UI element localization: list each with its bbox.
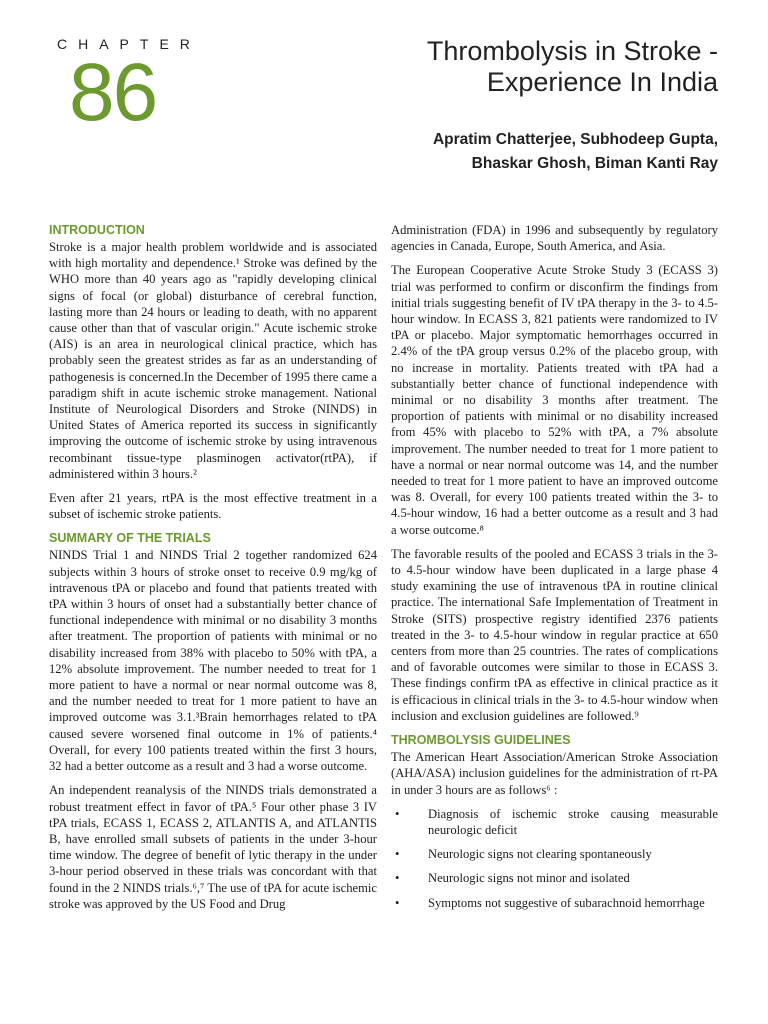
left-column	[49, 222, 377, 920]
introduction-paragraph-2: Even after 21 years, rtPA is the most effective treatment in a subset of ischemic stroke patients.	[49, 491, 377, 522]
bullet-icon: •	[395, 847, 400, 862]
thrombolysis-guidelines-heading: THROMBOLYSIS GUIDELINES	[391, 733, 571, 748]
list-item	[391, 895, 718, 911]
trials-paragraph-2: An independent reanalysis of the NINDS trials demonstrated a robust treatment effect in favor of tPA.⁵ Four other phase 3 IV tPA trials, ECASS 1, ECASS 2, ATLANTIS A, and ATLANTIS B, have enrolled small subsets of patients in the under 3-hour time window. The degree of benefit of lytic therapy in the under 3-hour period observed in these trials was concordant with that found in the 2 NINDS trials.⁶,⁷ The use of tPA for acute ischemic stroke was approved by the US Food and Drug	[49, 783, 377, 911]
list-item-text: Symptoms not suggestive of subarachnoid hemorrhage	[428, 895, 705, 910]
chapter-label: CHAPTER	[57, 36, 201, 52]
authors-line-1: Apratim Chatterjee, Subhodeep Gupta,	[432, 131, 718, 148]
list-item-text: Diagnosis of ischemic stroke causing measurable neurologic deficit	[428, 806, 718, 837]
authors	[298, 128, 718, 176]
bullet-icon: •	[395, 871, 400, 886]
trials-paragraph-1: NINDS Trial 1 and NINDS Trial 2 together randomized 624 subjects within 3 hours of stroke onset to receive 0.9 mg/kg of intravenous tPA or placebo and found that patients treated with tPA within 3 hours of onset had a substantially better chance of functional independence with minimal or no disability 3 months after treatment. The proportion of patients with minimal or no disability increased from 38% with placebo to 50% with tPA, a 12% absolute improvement. The number needed to treat for 1 more patient to have a normal or near normal outcome was 8, and the number needed to treat for 1 more patient to have an improved outcome was 3.1.³Brain hemorrhages related to tPA caused severe worsened final outcome in 1% of patients.⁴ Overall, for every 100 patients treated within the first 3 hours, 32 had a better outcome as a result and 3 had a worse outcome.	[49, 548, 377, 774]
ecass3-paragraph: The European Cooperative Acute Stroke Study 3 (ECASS 3) trial was performed to confirm or disconfirm the findings from initial trials suggesting benefit of IV tPA therapy in the 3- to 4.5-hour window. In ECASS 3, 821 patients were randomized to IV tPA or placebo. Major symptomatic hemorrhages occurred in 2.4% of the tPA group versus 0.2% of the placebo group, with no increase in mortality. Patients treated with tPA had a substantially better chance of functional independence with minimal or no disability 3 months after treatment. The proportion of patients with minimal or no disability increased from 45% with placebo to 52% with tPA, a 7% absolute improvement. The number needed to treat for 1 more patient to have a normal or near normal outcome was 14, and the number needed to treat for 1 more patient to have an improved outcome was 8. Overall, for every 100 patients treated within the 3- to 4.5-hour window, 16 had a better outcome as a result and 3 had a worse outcome.⁸	[391, 263, 718, 537]
list-item	[391, 870, 718, 886]
summary-of-trials-heading: SUMMARY OF THE TRIALS	[49, 531, 211, 546]
fda-paragraph: Administration (FDA) in 1996 and subsequently by regulatory agencies in Canada, Europe, South America, and Asia.	[391, 223, 718, 254]
introduction-paragraph-1: Stroke is a major health problem worldwide and is associated with high mortality and dependence.¹ Stroke was defined by the WHO more than 40 years ago as "rapidly developing clinical signs of focal (or global) disturbance of cerebral function, lasting more than 24 hours or leading to death, with no apparent cause other than that of vascular origin." Acute ischemic stroke (AIS) is an area in neurological clinical practice, which has probably seen the greatest strides as far as an understanding of pathogenesis is concerned.In the December of 1995 there came a paradigm shift in acute ischemic stroke management. National Institute of Neurological Disorders and Stroke (NINDS) in United States of America reported its success in significantly improving the outcome of ischemic stroke by using intravenous recombinant tissue-type plasminogen activator(rtPA), if administered within 3 hours.²	[49, 240, 377, 481]
introduction-heading: INTRODUCTION	[49, 223, 145, 237]
title-line-1: Thrombolysis in Stroke -	[426, 36, 718, 66]
guidelines-paragraph: The American Heart Association/American Stroke Association (AHA/ASA) inclusion guidelines for the administration of rt-PA in under 3 hours are as follows⁶ :	[391, 750, 718, 797]
chapter-title	[298, 36, 718, 98]
list-item	[391, 846, 718, 862]
sits-paragraph: The favorable results of the pooled and ECASS 3 trials in the 3- to 4.5-hour window have been duplicated in a large phase 4 study examining the use of intravenous tPA in routine clinical practice. The international Safe Implementation of Treatment in Stroke (SITS) prospective registry identified 2376 patients treated in the 3- to 4.5-hour window in regular practice at 650 centers from more than 25 countries. The rates of complications and of favorable outcomes were similar to those in ECASS 3. These findings confirm tPA as effective in clinical practice as it is efficacious in clinical trials in the 3- to 4.5-hour window when inclusion and exclusion guidelines are followed.⁹	[391, 546, 718, 723]
right-column	[391, 222, 718, 919]
list-item-text: Neurologic signs not clearing spontaneously	[428, 847, 652, 862]
inclusion-criteria-list	[391, 806, 718, 911]
list-item	[391, 806, 718, 838]
list-item-text: Neurologic signs not minor and isolated	[428, 871, 630, 886]
title-line-2: Experience In India	[486, 67, 718, 97]
chapter-number: 86	[69, 47, 157, 138]
authors-line-2: Bhaskar Ghosh, Biman Kanti Ray	[471, 155, 718, 172]
bullet-icon: •	[395, 895, 400, 910]
bullet-icon: •	[395, 806, 400, 821]
